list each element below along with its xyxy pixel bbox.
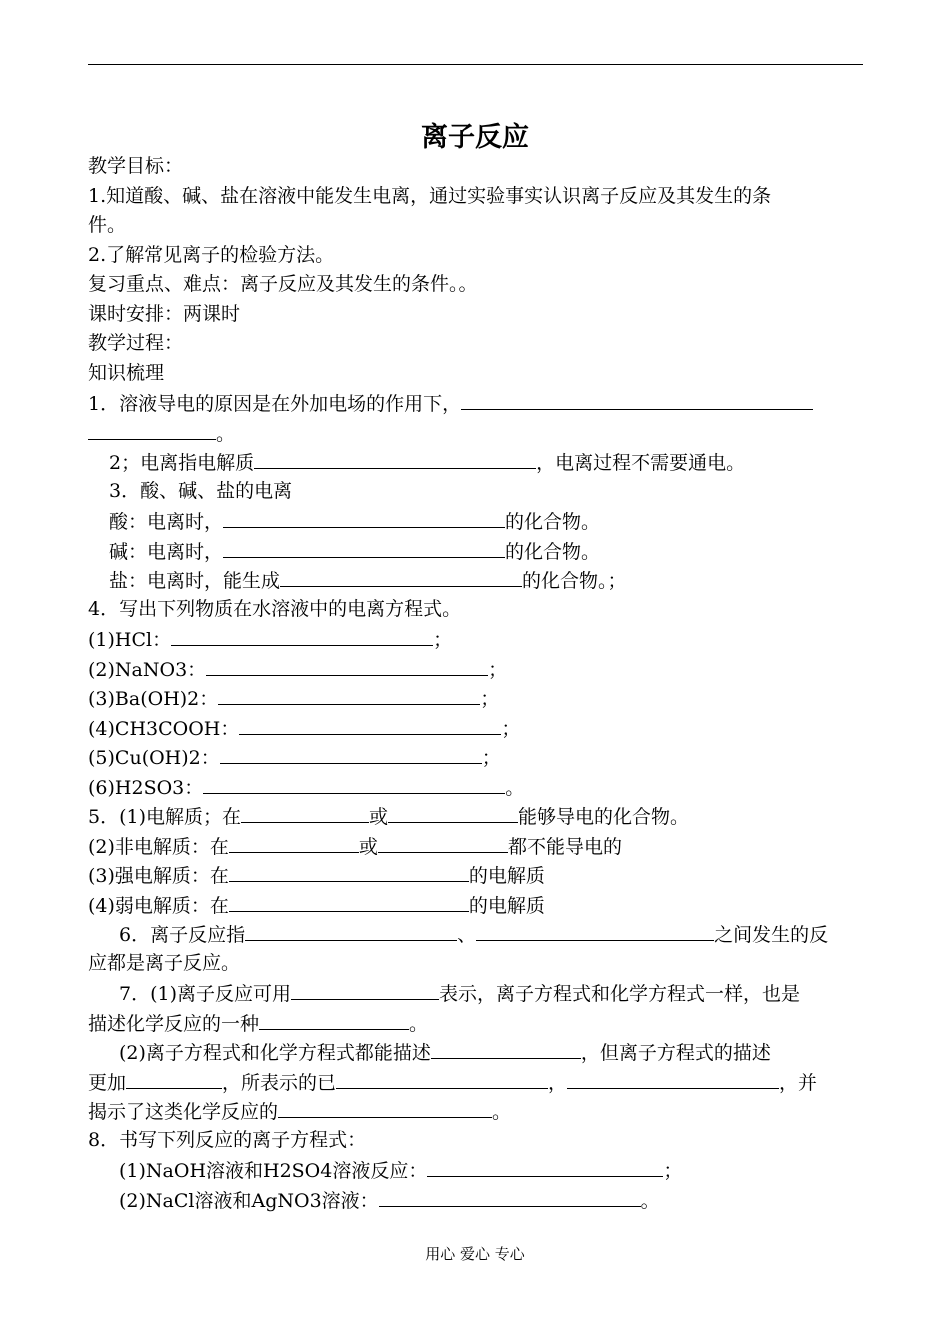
- line-text: 的化合物。；: [522, 570, 627, 592]
- answer-blank[interactable]: [229, 860, 469, 882]
- line-text: 2；电离指电解质: [109, 452, 255, 474]
- worksheet-line: [88, 624, 864, 654]
- worksheet-line: [88, 300, 864, 330]
- answer-blank[interactable]: [278, 1096, 492, 1118]
- line-text: 教学目标：: [88, 155, 184, 177]
- worksheet-line: [88, 1185, 864, 1215]
- answer-blank[interactable]: [461, 388, 813, 410]
- line-text: (5)Cu(OH)2：: [88, 747, 220, 769]
- worksheet-line: [88, 1126, 864, 1156]
- answer-blank[interactable]: [476, 919, 714, 941]
- worksheet-line: [88, 654, 864, 684]
- worksheet-line: [88, 772, 864, 802]
- line-text: ，: [548, 1071, 568, 1094]
- answer-blank[interactable]: [431, 1037, 581, 1059]
- line-text: ；: [481, 747, 501, 769]
- line-text: 酸：电离时，: [109, 511, 224, 533]
- worksheet-line: [88, 241, 864, 271]
- worksheet-line: [88, 742, 864, 772]
- worksheet-line: [88, 595, 864, 625]
- line-text: ；: [663, 1160, 683, 1182]
- line-text: 盐：电离时，能生成: [109, 570, 281, 592]
- line-text: ，但离子方程式的描述: [580, 1042, 771, 1064]
- page-footer: 用心 爱心 专心: [425, 1245, 525, 1263]
- worksheet-line: [88, 860, 864, 890]
- answer-blank[interactable]: [427, 1155, 663, 1177]
- answer-blank[interactable]: [245, 919, 457, 941]
- page-title: 离子反应: [421, 122, 529, 153]
- worksheet-line: [88, 1096, 864, 1126]
- line-text: ，并: [779, 1071, 818, 1094]
- line-text: 的化合物。: [505, 540, 601, 563]
- answer-blank[interactable]: [206, 654, 488, 676]
- worksheet-line: [88, 536, 864, 566]
- answer-blank[interactable]: [88, 418, 216, 440]
- answer-blank[interactable]: [203, 772, 505, 794]
- worksheet-line: [88, 447, 864, 477]
- answer-blank[interactable]: [223, 506, 505, 528]
- line-text: 揭示了这类化学反应的: [88, 1101, 279, 1123]
- answer-blank[interactable]: [171, 624, 433, 646]
- answer-blank[interactable]: [336, 1067, 548, 1089]
- line-text: (2)NaNO3：: [88, 658, 207, 681]
- worksheet-line: [88, 1067, 864, 1097]
- line-text: ；: [433, 629, 453, 651]
- worksheet-line: [88, 477, 864, 507]
- worksheet-line: [88, 211, 864, 241]
- line-text: 7．(1)离子反应可用: [119, 983, 292, 1005]
- worksheet-line: [88, 152, 864, 182]
- line-text: 描述化学反应的一种: [88, 1012, 260, 1035]
- line-text: 知识梳理: [88, 361, 165, 384]
- header-rule: [88, 64, 863, 65]
- line-text: 1．溶液导电的原因是在外加电场的作用下，: [88, 393, 462, 415]
- worksheet-line: [88, 713, 864, 743]
- worksheet-line: [88, 182, 864, 212]
- line-text: 应都是离子反应。: [88, 951, 241, 974]
- worksheet-line: [88, 565, 864, 595]
- worksheet-line: [88, 831, 864, 861]
- line-text: (6)H2SO3：: [88, 776, 204, 799]
- answer-blank[interactable]: [229, 890, 469, 912]
- worksheet-line: [88, 801, 864, 831]
- worksheet-line: [88, 506, 864, 536]
- line-text: 2.了解常见离子的检验方法。: [88, 243, 335, 266]
- answer-blank[interactable]: [126, 1067, 222, 1089]
- worksheet-line: [88, 418, 864, 448]
- line-text: 。: [505, 776, 525, 799]
- answer-blank[interactable]: [379, 1185, 641, 1207]
- line-text: 或: [369, 806, 389, 828]
- line-text: (2)非电解质：在: [88, 835, 229, 858]
- line-text: 1.知道酸、碱、盐在溶液中能发生电离，通过实验事实认识离子反应及其发生的条: [88, 184, 772, 207]
- line-text: ，所表示的已: [222, 1071, 337, 1094]
- worksheet-line: [88, 388, 864, 418]
- line-text: (3)强电解质：在: [88, 865, 229, 887]
- worksheet-line: [88, 1155, 864, 1185]
- line-text: 或: [358, 835, 378, 858]
- line-text: 复习重点、难点：离子反应及其发生的条件。。: [88, 273, 478, 295]
- line-text: 能够导电的化合物。: [518, 806, 690, 828]
- line-text: 的电解质: [468, 894, 545, 917]
- line-text: 之间发生的反: [714, 924, 829, 946]
- answer-blank[interactable]: [229, 831, 359, 853]
- worksheet-line: [88, 1008, 864, 1038]
- line-text: 。: [409, 1012, 429, 1035]
- answer-blank[interactable]: [280, 565, 522, 587]
- line-text: 6．离子反应指: [119, 924, 246, 946]
- line-text: ，电离过程不需要通电。: [536, 452, 746, 474]
- answer-blank[interactable]: [220, 742, 482, 764]
- answer-blank[interactable]: [388, 801, 518, 823]
- line-text: 表示，离子方程式和化学方程式一样，也是: [439, 983, 801, 1005]
- line-text: 。: [216, 422, 236, 445]
- worksheet-line: [88, 359, 864, 389]
- line-text: 碱：电离时，: [109, 540, 224, 563]
- answer-blank[interactable]: [223, 536, 505, 558]
- worksheet-line: [88, 949, 864, 979]
- worksheet-line: [88, 270, 864, 300]
- answer-blank[interactable]: [259, 1008, 409, 1030]
- line-text: (1)NaOH溶液和H2SO4溶液反应：: [119, 1160, 428, 1182]
- line-text: 件。: [88, 214, 127, 236]
- worksheet-body: [88, 152, 864, 1214]
- line-text: 课时安排：两课时: [88, 302, 241, 325]
- line-text: ；: [480, 688, 500, 710]
- line-text: 更加: [88, 1071, 127, 1094]
- line-text: (2)NaCl溶液和AgNO3溶液：: [119, 1189, 379, 1212]
- line-text: 、: [457, 924, 477, 946]
- line-text: 都不能导电的: [507, 835, 622, 858]
- worksheet-line: [88, 978, 864, 1008]
- answer-blank[interactable]: [378, 831, 508, 853]
- line-text: 4．写出下列物质在水溶液中的电离方程式。: [88, 597, 462, 620]
- line-text: 。: [492, 1101, 512, 1123]
- line-text: 的电解质: [468, 865, 545, 887]
- answer-blank[interactable]: [218, 683, 480, 705]
- line-text: 。: [640, 1189, 660, 1212]
- worksheet-line: [88, 1037, 864, 1067]
- line-text: (1)HCl：: [88, 629, 172, 651]
- answer-blank[interactable]: [567, 1067, 779, 1089]
- answer-blank[interactable]: [254, 447, 536, 469]
- worksheet-line: [88, 329, 864, 359]
- line-text: 教学过程：: [88, 332, 184, 354]
- line-text: (2)离子方程式和化学方程式都能描述: [119, 1042, 431, 1064]
- line-text: 3．酸、碱、盐的电离: [109, 479, 293, 502]
- line-text: ；: [488, 658, 508, 681]
- line-text: 8．书写下列反应的离子方程式：: [88, 1128, 367, 1151]
- line-text: (4)CH3COOH：: [88, 717, 240, 740]
- line-text: ；: [501, 717, 521, 740]
- line-text: 5．(1)电解质；在: [88, 806, 242, 828]
- worksheet-line: [88, 919, 864, 949]
- answer-blank[interactable]: [241, 801, 369, 823]
- line-text: (4)弱电解质：在: [88, 894, 229, 917]
- worksheet-line: [88, 683, 864, 713]
- worksheet-line: [88, 890, 864, 920]
- line-text: 的化合物。: [505, 511, 601, 533]
- line-text: (3)Ba(OH)2：: [88, 688, 219, 710]
- answer-blank[interactable]: [239, 713, 501, 735]
- answer-blank[interactable]: [291, 978, 439, 1000]
